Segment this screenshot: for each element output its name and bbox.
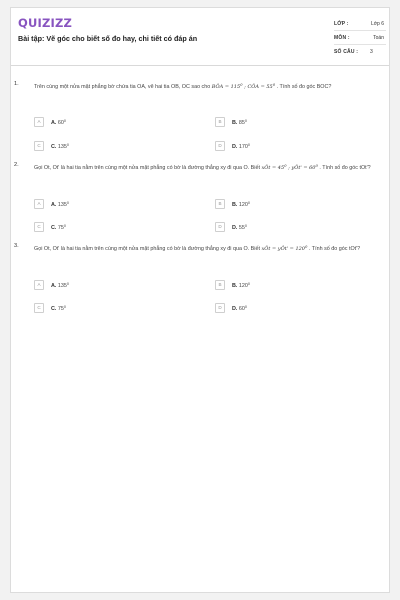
degree-sup: 0 <box>63 304 67 309</box>
option-label: A. <box>51 201 57 208</box>
meta-table <box>334 17 386 59</box>
math-expression: CÔA = 55 <box>247 84 273 90</box>
degree-sup: 0 <box>304 244 308 249</box>
question-text-part: Trên cùng một nửa mặt phẳng bờ chứa tia OA, vẽ hai tia OB, OC sao cho <box>34 84 212 90</box>
option-label: B. <box>232 282 238 289</box>
option-letter-box: A <box>34 117 44 127</box>
question-number: 3. <box>14 243 19 249</box>
degree-sup: 0 <box>63 118 67 123</box>
question-text-part: . Tính số đo góc BOC? <box>275 84 332 90</box>
option-letter-box: A <box>34 280 44 290</box>
option-text <box>51 282 69 289</box>
degree-sup: 0 <box>66 281 70 286</box>
question-text-part: Gọi Ot, Ot' là hai tia nằm trên cùng một nửa mặt phẳng có bờ là đường thẳng xy đi qua O. Biết <box>34 165 262 171</box>
option-letter-box: C <box>34 303 44 313</box>
option-value: 120 <box>238 282 248 289</box>
option-text <box>51 224 66 231</box>
worksheet-title: Bài tập: Vẽ góc cho biết số đo hay, chi tiết có đáp án <box>18 34 198 43</box>
degree-sup: 0 <box>244 118 248 123</box>
degree-sup: 0 <box>315 163 318 168</box>
meta-row-count <box>334 45 386 59</box>
option-text <box>232 143 250 150</box>
option-b[interactable] <box>215 280 365 290</box>
degree-sup: 0 <box>247 200 251 205</box>
degree-sup: 0 <box>240 82 243 87</box>
option-a[interactable] <box>34 199 184 209</box>
option-d[interactable] <box>215 222 365 232</box>
question-text-part: Gọi Ot, Ot' là hai tia nằm trên cùng một nửa mặt phẳng có bờ là đường thẳng xy đi qua O. Biết <box>34 246 262 252</box>
option-letter-box: D <box>215 222 225 232</box>
question-number: 1. <box>14 81 19 87</box>
option-letter-box: B <box>215 117 225 127</box>
option-value: 85 <box>238 119 245 126</box>
option-label: C. <box>51 224 57 231</box>
question-text <box>34 162 379 173</box>
meta-value: 3 <box>370 49 373 55</box>
question-text-part: . Tính số đo góc tOt'? <box>317 165 371 171</box>
option-value: 135 <box>57 143 67 150</box>
option-value: 60 <box>238 305 245 312</box>
option-letter-box: C <box>34 222 44 232</box>
option-text <box>232 119 247 126</box>
math-expression: xÔt = 45 <box>261 165 285 171</box>
worksheet-header <box>11 8 389 66</box>
meta-value: Lớp 6 <box>370 21 384 27</box>
option-text <box>232 282 250 289</box>
option-value: 120 <box>238 201 248 208</box>
math-expression: xÔt = yÔt' = 120 <box>261 246 305 252</box>
question-text <box>34 243 379 254</box>
option-c[interactable] <box>34 222 184 232</box>
option-a[interactable] <box>34 117 184 127</box>
option-label: D. <box>232 305 238 312</box>
option-text <box>232 201 250 208</box>
math-separator: ; <box>286 165 292 171</box>
option-text <box>51 143 69 150</box>
option-text <box>51 119 66 126</box>
question-text <box>34 81 379 92</box>
degree-sup: 0 <box>66 200 70 205</box>
worksheet-page <box>10 7 390 593</box>
option-value: 60 <box>57 119 64 126</box>
degree-sup: 0 <box>247 281 251 286</box>
option-letter-box: D <box>215 141 225 151</box>
option-value: 135 <box>57 282 67 289</box>
option-label: D. <box>232 224 238 231</box>
option-letter-box: A <box>34 199 44 209</box>
degree-sup: 0 <box>66 142 70 147</box>
degree-sup: 0 <box>244 223 248 228</box>
option-label: D. <box>232 143 238 150</box>
question-number: 2. <box>14 162 19 168</box>
option-c[interactable] <box>34 141 184 151</box>
option-a[interactable] <box>34 280 184 290</box>
option-label: A. <box>51 119 57 126</box>
option-c[interactable] <box>34 303 184 313</box>
option-d[interactable] <box>215 141 365 151</box>
option-text <box>51 201 69 208</box>
math-expression: BÔA = 115 <box>211 84 241 90</box>
degree-sup: 0 <box>63 223 67 228</box>
question-text-part: . Tính số đo góc tOt'? <box>307 246 361 252</box>
option-value: 75 <box>57 305 64 312</box>
meta-key: SỐ CÂU : <box>334 49 359 55</box>
option-letter-box: C <box>34 141 44 151</box>
option-b[interactable] <box>215 199 365 209</box>
option-b[interactable] <box>215 117 365 127</box>
math-separator: ; <box>242 84 248 90</box>
option-label: B. <box>232 201 238 208</box>
degree-sup: 0 <box>247 142 251 147</box>
math-expression: yÔt' = 60 <box>291 165 316 171</box>
option-letter-box: B <box>215 280 225 290</box>
degree-sup: 0 <box>272 82 276 87</box>
option-text <box>232 224 247 231</box>
option-label: C. <box>51 305 57 312</box>
option-text <box>51 305 66 312</box>
option-letter-box: D <box>215 303 225 313</box>
meta-key: LỚP : <box>334 21 349 27</box>
meta-key: MÔN : <box>334 35 350 41</box>
option-value: 135 <box>57 201 67 208</box>
degree-sup: 0 <box>244 304 248 309</box>
option-d[interactable] <box>215 303 365 313</box>
meta-value: Toán <box>373 35 384 41</box>
option-value: 75 <box>57 224 64 231</box>
option-value: 170 <box>238 143 248 150</box>
meta-row-class <box>334 17 386 31</box>
option-label: B. <box>232 119 238 126</box>
option-label: C. <box>51 143 57 150</box>
option-label: A. <box>51 282 57 289</box>
quizizz-logo: QUIZIZZ <box>18 16 73 30</box>
degree-sup: 0 <box>284 163 287 168</box>
meta-row-subject <box>334 31 386 45</box>
option-letter-box: B <box>215 199 225 209</box>
option-value: 55 <box>238 224 245 231</box>
option-text <box>232 305 247 312</box>
